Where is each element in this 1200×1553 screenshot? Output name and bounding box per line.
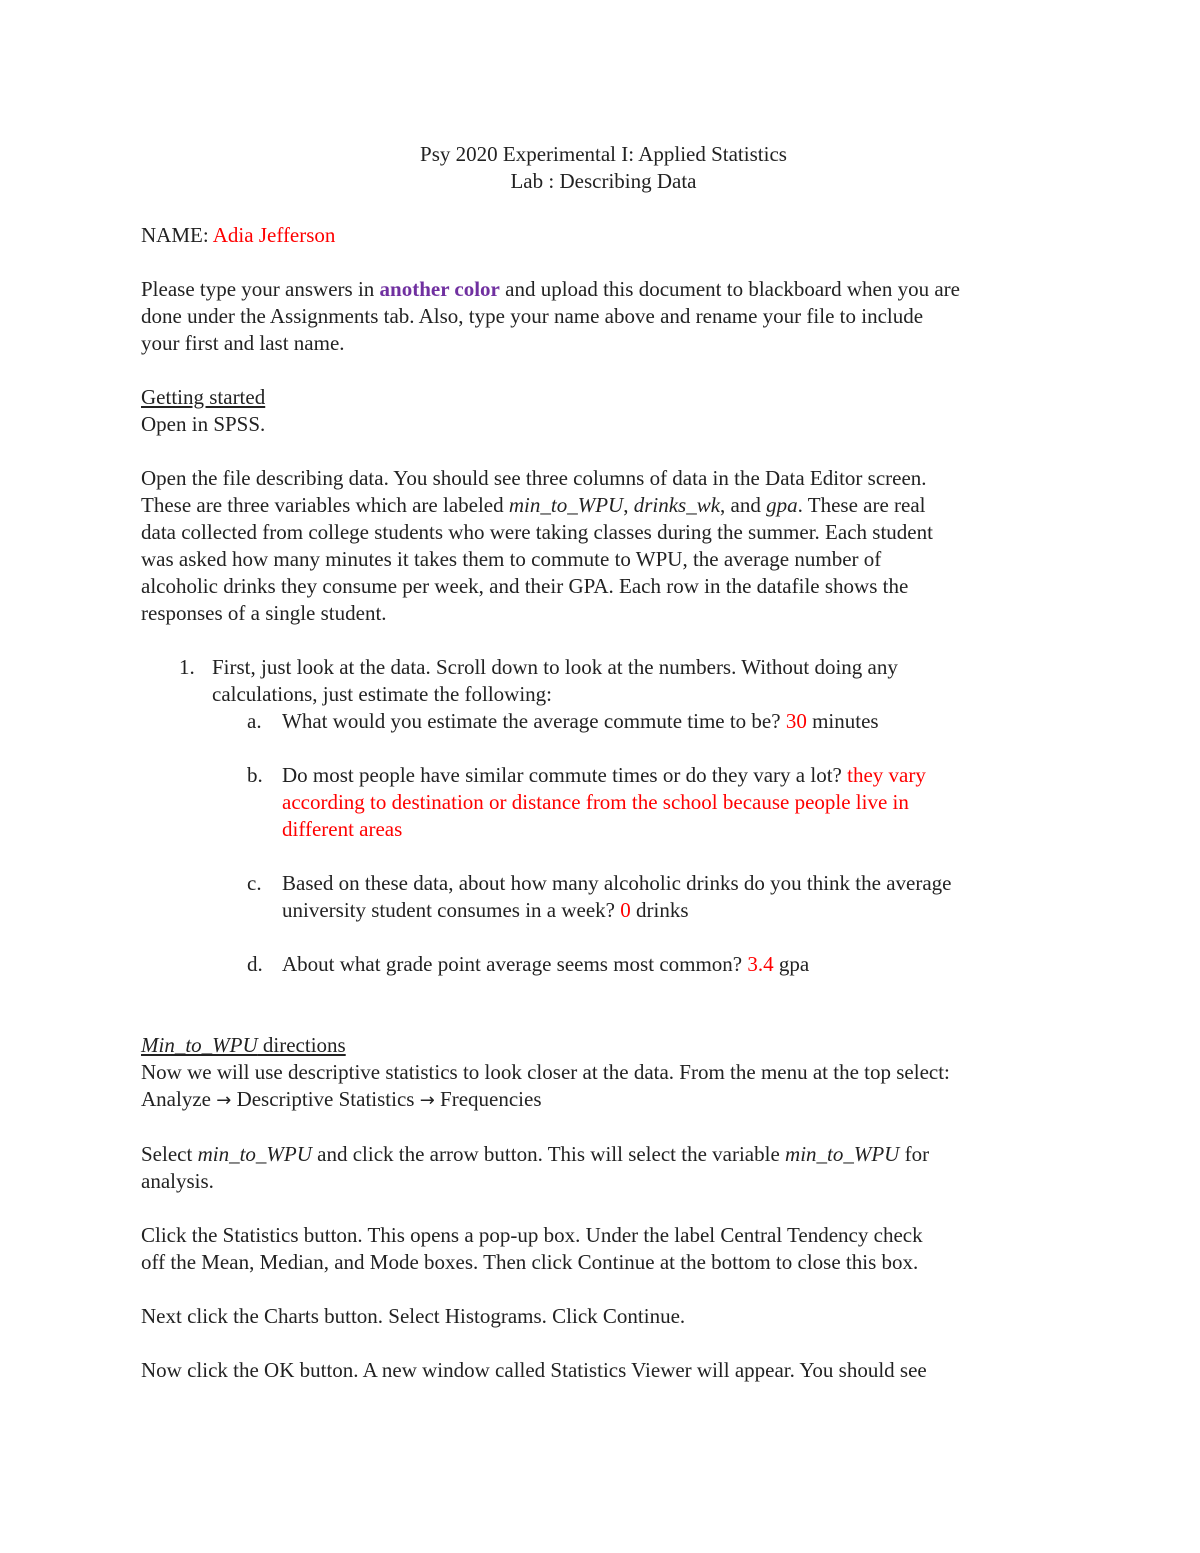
- intro-text: . These are real: [797, 493, 926, 517]
- select-variable-line: [141, 1141, 1066, 1168]
- instructions-text: Please type your answers in: [141, 277, 380, 301]
- answer-1b-cont-2: different areas: [282, 817, 403, 841]
- name-value: Adia Jefferson: [212, 223, 336, 247]
- select-variable-name: min_to_WPU: [197, 1142, 312, 1166]
- question-1a-label: a.: [247, 709, 262, 733]
- name-line: [141, 222, 1066, 249]
- menu-analyze: Analyze: [141, 1087, 217, 1111]
- question-1c-suffix: drinks: [630, 898, 689, 922]
- select-text: Select: [141, 1142, 198, 1166]
- select-variable-name: min_to_WPU: [785, 1142, 900, 1166]
- arrow-right-icon: →: [419, 1090, 435, 1111]
- course-title: Psy 2020 Experimental I: Applied Statistics: [420, 142, 787, 166]
- question-1b: [141, 762, 1066, 789]
- intro-text: These are three variables which are labeled: [141, 493, 509, 517]
- statistics-line-2: off the Mean, Median, and Mode boxes. Then click Continue at the bottom to close this box.: [141, 1250, 919, 1274]
- question-1d-label: d.: [247, 952, 263, 976]
- question-1a: [141, 708, 1066, 735]
- menu-path: [141, 1086, 1066, 1114]
- ok-line: Now click the OK button. A new window called Statistics Viewer will appear. You should see: [141, 1358, 927, 1382]
- directions-line-1: Now we will use descriptive statistics to look closer at the data. From the menu at the top select:: [141, 1060, 950, 1084]
- getting-started-heading: Getting started: [141, 385, 266, 409]
- question-1a-text: What would you estimate the average commute time to be?: [282, 709, 786, 733]
- select-text: for: [899, 1142, 930, 1166]
- instructions-text: and upload this document to blackboard when you are: [499, 277, 960, 301]
- name-label: NAME:: [141, 223, 213, 247]
- intro-line-5: alcoholic drinks they consume per week, and their GPA. Each row in the datafile shows the: [141, 574, 909, 598]
- question-1-cont: calculations, just estimate the following:: [212, 682, 553, 706]
- lab-title: Lab : Describing Data: [510, 169, 697, 193]
- arrow-right-icon: →: [216, 1090, 232, 1111]
- intro-line-2: [141, 492, 1066, 519]
- intro-line-4: was asked how many minutes it takes them to commute to WPU, the average number of: [141, 547, 882, 571]
- intro-line-1: Open the file describing data. You should see three columns of data in the Data Editor screen.: [141, 466, 927, 490]
- statistics-line-1: Click the Statistics button. This opens a pop-up box. Under the label Central Tendency check: [141, 1223, 923, 1247]
- variable-drinks-wk: drinks_wk: [633, 493, 721, 517]
- answer-1b: they vary: [847, 763, 926, 787]
- question-1d: [141, 951, 1066, 978]
- intro-text: ,: [623, 493, 634, 517]
- question-1d-suffix: gpa: [773, 952, 810, 976]
- question-1-text: First, just look at the data. Scroll down to look at the numbers. Without doing any: [212, 655, 898, 679]
- instructions-highlight: another color: [379, 277, 500, 301]
- select-variable-cont: analysis.: [141, 1169, 214, 1193]
- intro-line-3: data collected from college students who were taking classes during the summer. Each student: [141, 520, 933, 544]
- intro-line-6: responses of a single student.: [141, 601, 387, 625]
- variable-gpa: gpa: [766, 493, 798, 517]
- question-1: [141, 654, 1066, 681]
- question-1b-text: Do most people have similar commute times or do they vary a lot?: [282, 763, 848, 787]
- directions-heading: [141, 1032, 1066, 1059]
- open-in-spss: Open in SPSS.: [141, 412, 266, 436]
- intro-text: , and: [720, 493, 767, 517]
- menu-frequencies: Frequencies: [434, 1087, 542, 1111]
- question-1c-text-2: university student consumes in a week?: [282, 898, 621, 922]
- question-1c: [141, 870, 1066, 897]
- question-1b-label: b.: [247, 763, 263, 787]
- menu-descriptive-statistics: Descriptive Statistics: [231, 1087, 420, 1111]
- directions-heading-text: directions: [257, 1033, 346, 1057]
- question-1-number: 1.: [179, 655, 195, 679]
- answer-1b-cont: according to destination or distance from the school because people live in: [282, 790, 909, 814]
- question-1a-suffix: minutes: [806, 709, 879, 733]
- instructions-line-3: your first and last name.: [141, 331, 345, 355]
- document-page: [141, 141, 1066, 1384]
- instructions-line-1: [141, 276, 1066, 303]
- answer-1c: 0: [620, 898, 631, 922]
- directions-heading-variable: Min_to_WPU: [141, 1033, 258, 1057]
- select-text: and click the arrow button. This will select the variable: [311, 1142, 786, 1166]
- variable-min-to-wpu: min_to_WPU: [508, 493, 624, 517]
- instructions-line-2: done under the Assignments tab. Also, type your name above and rename your file to include: [141, 304, 924, 328]
- question-1d-text: About what grade point average seems most common?: [282, 952, 748, 976]
- answer-1a: 30: [785, 709, 807, 733]
- charts-line: Next click the Charts button. Select Histograms. Click Continue.: [141, 1304, 686, 1328]
- answer-1d: 3.4: [747, 952, 774, 976]
- question-1c-label: c.: [247, 871, 262, 895]
- question-1c-cont: [141, 897, 1066, 924]
- question-1c-text: Based on these data, about how many alcoholic drinks do you think the average: [282, 871, 952, 895]
